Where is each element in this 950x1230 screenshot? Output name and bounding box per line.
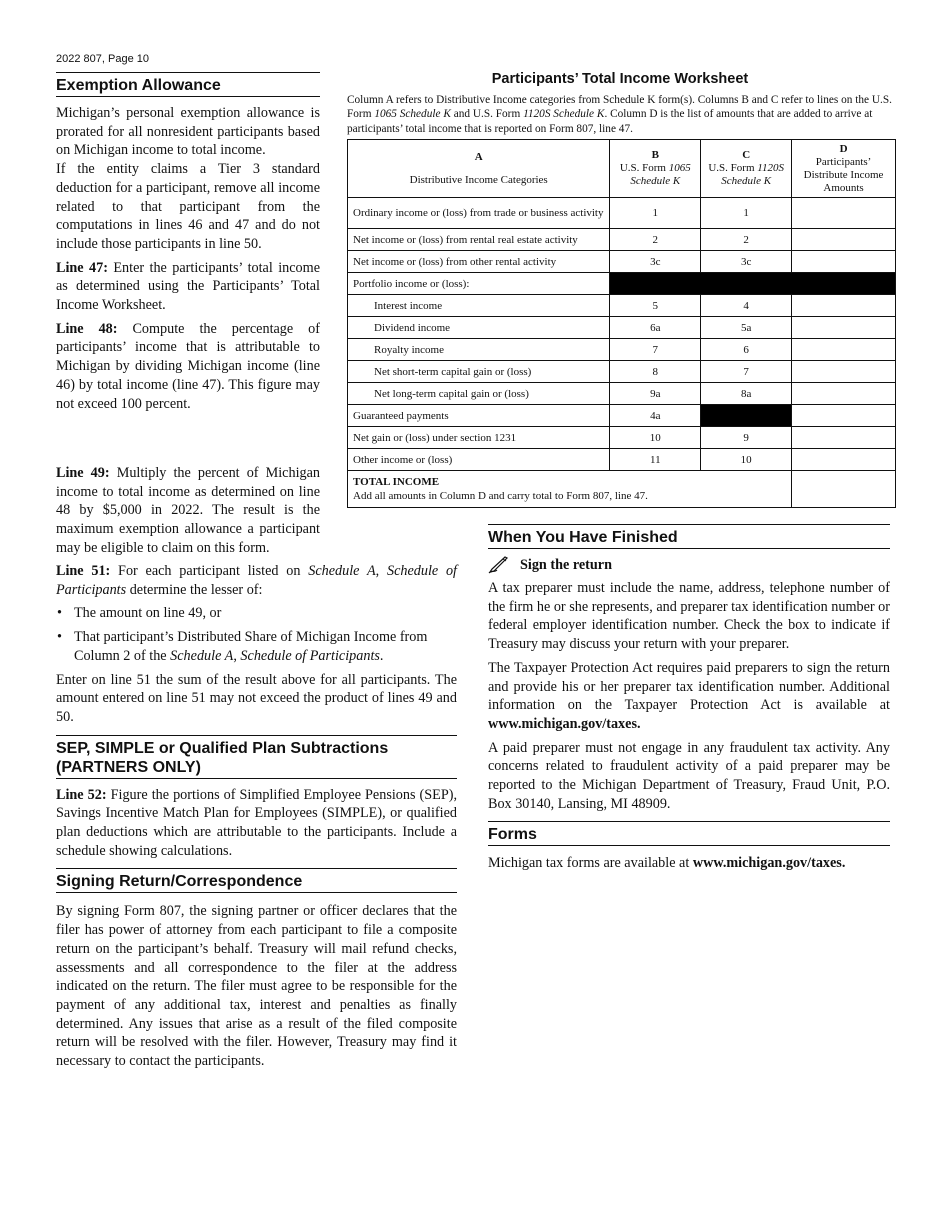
- finished-p2-text: The Taxpayer Protection Act requires paid preparers to sign the return and provide his or her preparer tax identification number. Additional information on the Taxpayer Protection Act is available at: [488, 659, 890, 714]
- row-label: Interest income: [348, 295, 610, 317]
- line52-text: Figure the portions of Simplified Employee Pensions (SEP), Savings Incentive Match Plan for Employees (SIMPLE), or qualified plan deductions which are attributable to the participants. Include a schedule showing calculations.: [56, 786, 457, 859]
- row-label: Net gain or (loss) under section 1231: [348, 427, 610, 449]
- col-a-label: Distributive Income Categories: [409, 173, 548, 186]
- line51-schedule-participants: Schedule of Participants: [56, 563, 457, 598]
- row-col-d-entry[interactable]: [792, 361, 896, 383]
- table-row: [348, 383, 896, 405]
- col-b-form: 1065: [668, 162, 691, 174]
- table-row: [348, 449, 896, 471]
- worksheet-intro: [347, 93, 893, 136]
- total-text: Add all amounts in Column D and carry total to Form 807, line 47.: [353, 490, 648, 502]
- page-header: 2022 807, Page 10: [56, 53, 149, 65]
- col-d-header: [792, 140, 896, 198]
- forms-link[interactable]: www.michigan.gov/taxes.: [692, 855, 846, 872]
- total-row: [348, 471, 896, 508]
- row-col-c: 5a: [701, 317, 792, 339]
- line48-label: Line 48:: [56, 320, 118, 337]
- row-col-b: 2: [610, 229, 701, 251]
- row-col-b: 7: [610, 339, 701, 361]
- row-col-b: 5: [610, 295, 701, 317]
- exemption-p2: If the entity claims a Tier 3 standard deduction for a participant, remove all income related to that participant from the computations in lines 46 and 47 and do not include those participants in line 50.: [56, 161, 320, 252]
- exemption-title: Exemption Allowance: [56, 72, 320, 97]
- left-lower-column: [56, 562, 457, 1076]
- row-col-d-entry[interactable]: [792, 229, 896, 251]
- row-col-b: 4a: [610, 405, 701, 427]
- row-label: Net income or (loss) from rental real estate activity: [348, 229, 610, 251]
- col-a-header: [348, 140, 610, 198]
- finished-p2: [488, 659, 890, 734]
- line51-comma: ,: [375, 563, 387, 579]
- intro-b: and U.S. Form: [450, 108, 524, 121]
- taxes-link[interactable]: www.michigan.gov/taxes.: [488, 715, 641, 732]
- line51-bullets: [56, 604, 457, 665]
- forms-text-a: Michigan tax forms are available at: [488, 855, 693, 872]
- row-col-d-entry[interactable]: [792, 251, 896, 273]
- col-c-line1: U.S. Form: [708, 162, 758, 174]
- col-b-letter: B: [651, 149, 659, 161]
- line48-paragraph: [56, 320, 320, 414]
- row-col-b: 8: [610, 361, 701, 383]
- row-label: Other income or (loss): [348, 449, 610, 471]
- table-row: [348, 229, 896, 251]
- finished-p1: A tax preparer must include the name, address, telephone number of the firm he or she represents, and preparer tax identification number or federal employer identification number. Check the box to indicate if Treasury may discuss your return with your preparer.: [488, 580, 890, 653]
- col-c-header: [701, 140, 792, 198]
- row-col-b: 11: [610, 449, 701, 471]
- row-col-d-entry[interactable]: [792, 427, 896, 449]
- exemption-p1: Michigan’s personal exemption allowance is prorated for all nonresident participants based on Michigan income to total income.: [56, 105, 320, 159]
- row-col-b: 3c: [610, 251, 701, 273]
- line51-after: Enter on line 51 the sum of the result above for all participants. The amount entered on line 51 may not exceed the product of lines 49 and 50.: [56, 671, 457, 725]
- line51-paragraph: [56, 562, 457, 599]
- total-label-cell: [348, 471, 792, 508]
- shaded-cell: [701, 405, 792, 427]
- line51-text-a: For each participant listed on: [110, 563, 309, 579]
- table-row: [348, 405, 896, 427]
- intro-c: . Column D is the list of amounts that are added to arrive at participants’ total income that is reported on Form 807, line 47.: [347, 108, 873, 135]
- col-b-line2: Schedule K: [630, 175, 681, 187]
- finished-p3: A paid preparer must not engage in any fraudulent tax activity. Any concerns related to fraudulent activity of a paid preparer may be reported to the Michigan Department of Treasury, Fraud Unit, P.O. Box 30140, Lansing, MI 48909.: [488, 739, 890, 812]
- bullet2-schedule-a: Schedule A: [170, 647, 234, 664]
- line51-label: Line 51:: [56, 563, 111, 579]
- col-d-letter: D: [839, 142, 848, 155]
- table-row: [348, 339, 896, 361]
- row-col-c: 9: [701, 427, 792, 449]
- row-col-c: 8a: [701, 383, 792, 405]
- col-d-label: Participants’ Distribute Income Amounts: [803, 155, 884, 194]
- bullet2-schedule-participants: Schedule of Participants: [240, 647, 380, 664]
- row-col-c: 4: [701, 295, 792, 317]
- row-label: Guaranteed payments: [348, 405, 610, 427]
- pen-signing-icon: [488, 556, 510, 574]
- row-col-c: 3c: [701, 251, 792, 273]
- row-col-d-entry[interactable]: [792, 405, 896, 427]
- row-label: Ordinary income or (loss) from trade or business activity: [348, 198, 610, 229]
- table-row: [348, 295, 896, 317]
- row-label: Dividend income: [348, 317, 610, 339]
- bullet-item: • The amount on line 49, or: [56, 604, 457, 623]
- row-label: Net short-term capital gain or (loss): [348, 361, 610, 383]
- col-b-line1: U.S. Form: [619, 162, 669, 174]
- table-row: [348, 251, 896, 273]
- line52-paragraph: [56, 786, 457, 861]
- row-col-d-entry[interactable]: [792, 198, 896, 229]
- worksheet-table: [347, 139, 896, 508]
- col-c-line2: Schedule K: [721, 175, 772, 187]
- line48-text: Compute the percentage of participants’ income that is attributable to Michigan by dividing Michigan income (line 46) by total income (line 47). This figure may not exceed 100 percent.: [56, 320, 320, 412]
- signing-p1: By signing Form 807, the signing partner or officer declares that the filer has power of attorney from each participant to file a composite return on the participant’s behalf. Treasury will mail refund checks, assessments and all correspondence to the filer at the address indicated on the return. The filer must agree to be responsible for the payment of any additional tax, interest and penalties as finally determined. Any issues that arise as a result of the filed composite return will be resolved with the filer. However, Treasury may find it necessary to contact the participants.: [56, 903, 457, 1070]
- col-a-letter: A: [474, 150, 483, 163]
- table-row: [348, 273, 896, 295]
- forms-text: [488, 854, 890, 873]
- exemption-section: [56, 72, 320, 418]
- line51-text-b: determine the lesser of:: [126, 581, 263, 598]
- sign-return-label: Sign the return: [520, 556, 612, 573]
- bullet2-text: That participant’s Distributed Share of Michigan Income from Column 2 of the: [74, 629, 428, 664]
- line47-text: Enter the participants’ total income as determined using the Participants’ Total Income Worksheet.: [56, 259, 320, 314]
- row-col-c: 6: [701, 339, 792, 361]
- intro-a: Column A refers to Distributive Income categories from Schedule K form(s). Columns B and C refer to lines on the U.S. Form: [347, 94, 892, 121]
- table-row: [348, 198, 896, 229]
- row-col-d-entry[interactable]: [792, 339, 896, 361]
- total-label: TOTAL INCOME: [353, 476, 440, 488]
- row-col-d-entry[interactable]: [792, 449, 896, 471]
- row-col-b: 6a: [610, 317, 701, 339]
- col-c-letter: C: [742, 149, 751, 161]
- row-col-b: 1: [610, 198, 701, 229]
- line49-text: Multiply the percent of Michigan income to total income as determined on line 48 by $5,000 in 2022. The result is the maximum exemption allowance a participant may be eligible to claim on this form.: [56, 465, 320, 556]
- row-col-d-entry[interactable]: [792, 295, 896, 317]
- row-col-c: 2: [701, 229, 792, 251]
- row-col-b: 10: [610, 427, 701, 449]
- row-label: Net long-term capital gain or (loss): [348, 383, 610, 405]
- row-col-c: 7: [701, 361, 792, 383]
- right-column: [488, 524, 890, 878]
- row-label: Portfolio income or (loss):: [348, 273, 610, 295]
- row-col-c: 1: [701, 198, 792, 229]
- forms-title: Forms: [488, 821, 890, 846]
- row-label: Net income or (loss) from other rental activity: [348, 251, 610, 273]
- table-row: [348, 317, 896, 339]
- line52-label: Line 52:: [56, 786, 107, 803]
- line47-paragraph: [56, 259, 320, 315]
- row-col-d-entry[interactable]: [792, 383, 896, 405]
- table-row: [348, 427, 896, 449]
- line49-label: Line 49:: [56, 465, 110, 481]
- col-c-form: 1120S: [757, 162, 784, 174]
- bullet-item: [56, 628, 457, 665]
- sep-title: SEP, SIMPLE or Qualified Plan Subtractions (PARTNERS ONLY): [56, 735, 457, 779]
- finished-title: When You Have Finished: [488, 524, 890, 549]
- line51-schedule-a: Schedule A: [308, 563, 376, 579]
- line47-label: Line 47:: [56, 259, 108, 276]
- col-b-header: [610, 140, 701, 198]
- row-label: Royalty income: [348, 339, 610, 361]
- row-col-c: 10: [701, 449, 792, 471]
- total-col-d-entry[interactable]: [792, 471, 896, 508]
- row-col-b: 9a: [610, 383, 701, 405]
- worksheet-title: Participants’ Total Income Worksheet: [491, 71, 749, 87]
- bullet2-end: .: [379, 647, 384, 664]
- intro-form-1120s: 1120S Schedule K: [523, 108, 605, 121]
- sign-return-line: [488, 556, 890, 574]
- row-col-d-entry[interactable]: [792, 317, 896, 339]
- table-row: [348, 361, 896, 383]
- signing-title: Signing Return/Correspondence: [56, 868, 457, 893]
- shaded-cell: [610, 273, 896, 295]
- bullet2-comma: ,: [233, 647, 241, 664]
- intro-form-1065: 1065 Schedule K: [374, 108, 451, 121]
